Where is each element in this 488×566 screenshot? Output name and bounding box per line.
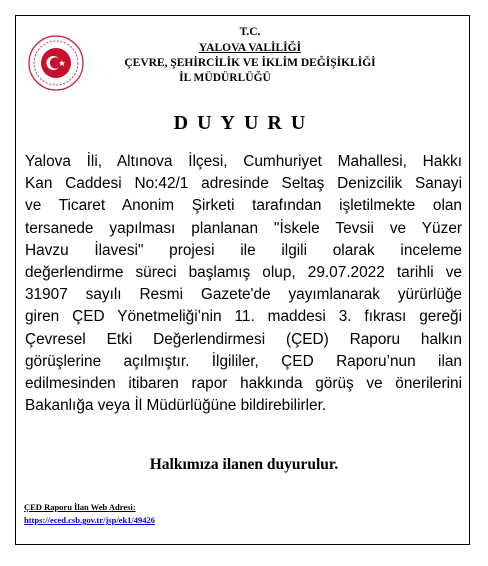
announcement-title: DUYURU — [173, 112, 315, 134]
body-line: Bakanlığa veya İl Müdürlüğüne bildirebilirler. — [25, 397, 327, 415]
body-line: Çevresel Etki Değerlendirmesi (ÇED) Raporu halkın — [25, 330, 462, 348]
web-address-link[interactable]: https://eced.csb.gov.tr/jsp/ek1/49426 — [24, 515, 156, 525]
body-line: edilmesinden itibaren rapor hakkında görüş ve önerilerini — [25, 375, 462, 393]
body-line: görüşlerine açılmıştır. İlgililer, ÇED Raporu’nun ilan — [25, 352, 462, 370]
body-line: 31907 sayılı Resmi Gazete'de yayımlanarak yürürlüğe — [25, 286, 462, 304]
body-line: Havzu İlavesi" projesi ile ilgili olarak inceleme — [25, 241, 462, 259]
body-line: Yalova İli, Altınova İlçesi, Cumhuriyet Mahallesi, Hakkı — [25, 153, 462, 170]
ministry-emblem-icon — [27, 34, 85, 92]
header-valilik: YALOVA VALİLİĞİ — [198, 42, 302, 54]
body-line: Kan Caddesi No:42/1 adresinde Seltaş Denizcilik Sanayi — [25, 175, 462, 193]
web-address-label: ÇED Raporu İlan Web Adresi: — [24, 502, 136, 512]
body-line: giren ÇED Yönetmeliği’nin 11. maddesi 3. fıkrası gereği — [25, 308, 462, 326]
header-directorate-line1: ÇEVRE, ŞEHİRCİLİK VE İKLİM DEĞİŞİKLİĞİ — [124, 57, 376, 69]
body-line: tersanede yapılması planlanan "İskele Tevsii ve Yüzer — [25, 219, 462, 237]
header-tc: T.C. — [239, 26, 261, 38]
announcement-body — [25, 151, 462, 417]
body-line: değerlendirme süreci başlamış olup, 29.07.2022 tarihli ve — [25, 264, 462, 282]
closing-statement: Halkımıza ilanen duyurulur. — [149, 456, 339, 473]
header-directorate-line2: İL MÜDÜRLÜĞÜ — [179, 72, 271, 84]
body-line: ve Ticaret Anonim Şirketi tarafından işletilmekte olan — [25, 197, 462, 215]
